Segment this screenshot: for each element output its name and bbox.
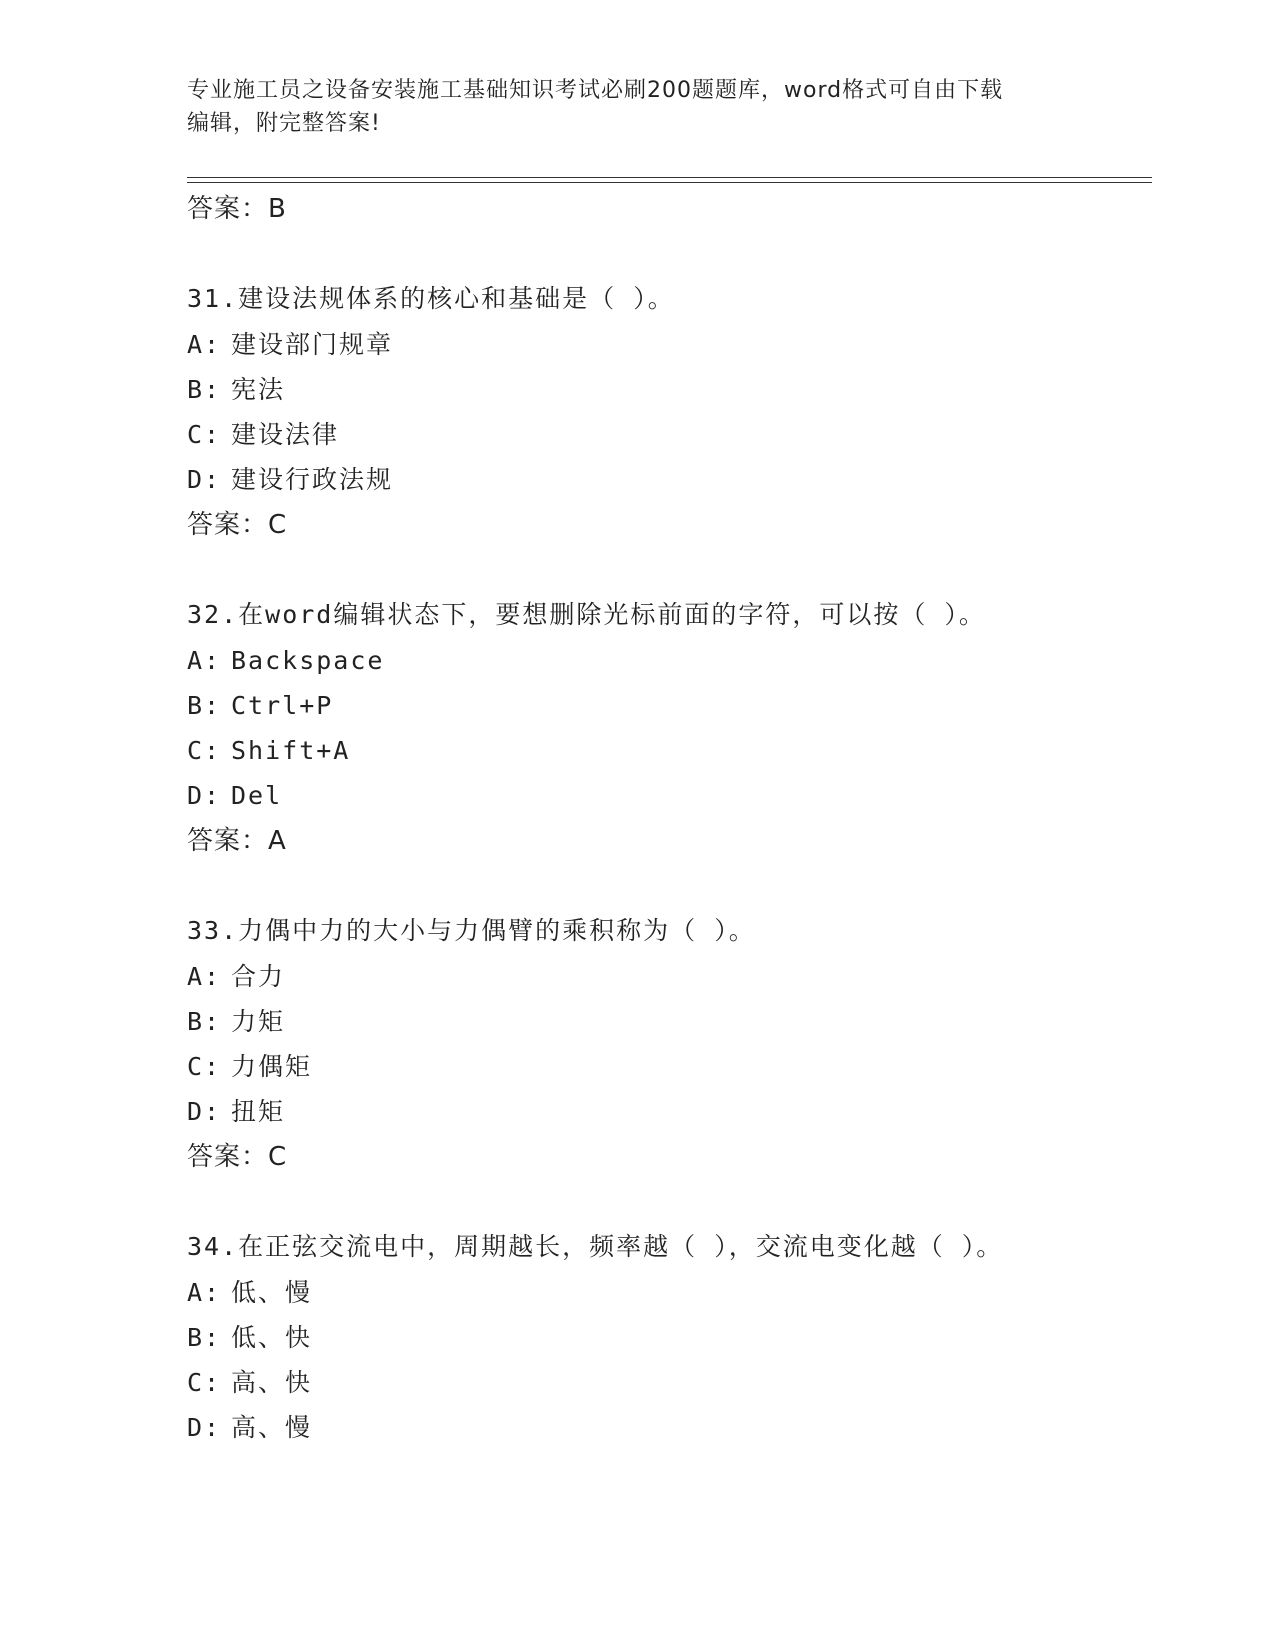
option-b xyxy=(187,1315,1152,1360)
header-divider-bottom xyxy=(187,182,1152,183)
question-stem: 31.建设法规体系的核心和基础是（ ）。 xyxy=(187,284,675,313)
option-label: B: xyxy=(187,1007,222,1036)
option-label: D: xyxy=(187,781,222,810)
option-label: D: xyxy=(187,1097,222,1126)
question-item xyxy=(187,1224,1152,1450)
option-b xyxy=(187,367,1152,412)
option-text: 扭矩 xyxy=(231,1097,286,1126)
option-text: Backspace xyxy=(231,646,385,675)
option-text: 宪法 xyxy=(231,375,286,404)
option-c xyxy=(187,1360,1152,1405)
option-d xyxy=(187,1089,1152,1134)
option-text: 高、快 xyxy=(231,1368,313,1397)
option-c xyxy=(187,412,1152,457)
option-label: A: xyxy=(187,1278,222,1307)
option-text: Shift+A xyxy=(231,736,351,765)
option-text: 合力 xyxy=(231,962,286,991)
question-list xyxy=(187,186,1152,1450)
option-a xyxy=(187,1270,1152,1315)
option-c xyxy=(187,1044,1152,1089)
answer-line: 答案：B xyxy=(187,194,287,224)
document-header xyxy=(187,74,1087,140)
option-label: B: xyxy=(187,1323,222,1352)
question-item xyxy=(187,908,1152,1180)
option-b xyxy=(187,683,1152,728)
question-stem: 34.在正弦交流电中，周期越长，频率越（ ），交流电变化越（ ）。 xyxy=(187,1232,1004,1261)
option-label: C: xyxy=(187,1052,222,1081)
option-label: A: xyxy=(187,330,222,359)
option-text: 力偶矩 xyxy=(231,1052,313,1081)
option-label: B: xyxy=(187,691,222,720)
option-label: A: xyxy=(187,646,222,675)
option-text: Del xyxy=(231,781,283,810)
option-label: C: xyxy=(187,736,222,765)
option-text: 低、快 xyxy=(231,1323,313,1352)
option-label: D: xyxy=(187,1413,222,1442)
option-label: B: xyxy=(187,375,222,404)
question-stem: 33.力偶中力的大小与力偶臂的乘积称为（ ）。 xyxy=(187,916,756,945)
header-line-2: 编辑，附完整答案! xyxy=(187,111,381,136)
option-text: 建设部门规章 xyxy=(231,330,394,359)
option-c xyxy=(187,728,1152,773)
option-text: 高、慢 xyxy=(231,1413,313,1442)
answer-line: 答案：C xyxy=(187,510,288,540)
option-label: C: xyxy=(187,420,222,449)
question-item xyxy=(187,592,1152,864)
option-a xyxy=(187,638,1152,683)
question-stem: 32.在word编辑状态下，要想删除光标前面的字符，可以按（ ）。 xyxy=(187,600,986,629)
answer-line: 答案：A xyxy=(187,826,287,856)
option-text: 力矩 xyxy=(231,1007,286,1036)
answer-line: 答案：C xyxy=(187,1142,288,1172)
option-text: Ctrl+P xyxy=(231,691,334,720)
option-text: 建设法律 xyxy=(231,420,340,449)
option-label: A: xyxy=(187,962,222,991)
option-d xyxy=(187,1405,1152,1450)
option-a xyxy=(187,954,1152,999)
option-text: 低、慢 xyxy=(231,1278,313,1307)
option-label: C: xyxy=(187,1368,222,1397)
question-item xyxy=(187,276,1152,548)
header-divider-top xyxy=(187,177,1152,178)
option-text: 建设行政法规 xyxy=(231,465,394,494)
option-a xyxy=(187,322,1152,367)
option-d xyxy=(187,773,1152,818)
option-d xyxy=(187,457,1152,502)
option-label: D: xyxy=(187,465,222,494)
header-line-1: 专业施工员之设备安装施工基础知识考试必刷200题题库，word格式可自由下载 xyxy=(187,78,1004,103)
option-b xyxy=(187,999,1152,1044)
